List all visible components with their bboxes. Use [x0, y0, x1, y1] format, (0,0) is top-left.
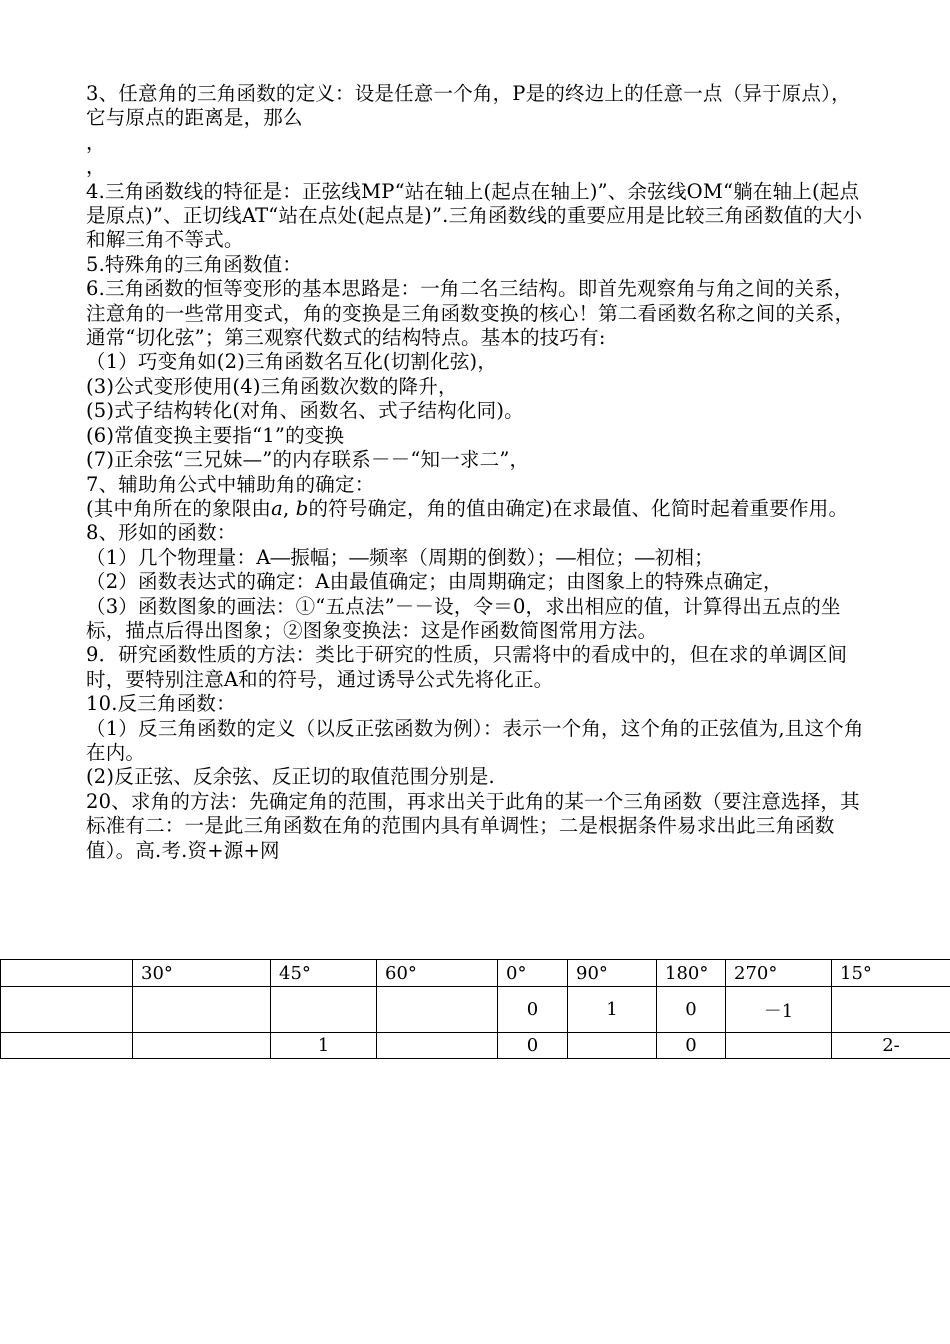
- paragraph-6-identity: 6.三角函数的恒等变形的基本思路是：一角二名三结构。即首先观察角与角之间的关系，注意角的一些常用变式，角的变换是三角函数变换的核心！第二看函数名称之间的关系，通常“切化弦”；第三观察代数式的结构特点。基本的技巧有:: [86, 277, 855, 350]
- table-cell: 180°: [657, 960, 726, 987]
- table-cell: [1, 960, 133, 987]
- paragraph-6-3: (3)公式变形使用(4)三角函数次数的降升，: [86, 374, 458, 398]
- table-header-row: [1, 960, 950, 987]
- table-cell: 0: [657, 987, 726, 1033]
- paragraph-8-1: （1）几个物理量：A―振幅；―频率（周期的倒数）；―相位；―初相；: [86, 545, 714, 569]
- paragraph-6-7: (7)正余弦“三兄妹—”的内存联系－－“知一求二”，: [86, 448, 530, 472]
- paragraph-3-definition: 3、任意角的三角函数的定义：设是任意一个角，P是的终边上的任意一点（异于原点），: [86, 82, 851, 105]
- document-body: [86, 82, 866, 863]
- p16-var-a: a: [271, 496, 283, 520]
- table-cell: [726, 1033, 832, 1059]
- table-cell: 1: [271, 1033, 377, 1059]
- table-cell: [1, 987, 133, 1033]
- paragraph-5-special-angles: 5.特殊角的三角函数值：: [86, 252, 303, 276]
- table-cell: 0: [498, 987, 568, 1033]
- p16-pre: (其中角所在的象限由: [86, 496, 272, 520]
- table-cell: 0: [498, 1033, 568, 1059]
- table-cell: [377, 1033, 498, 1059]
- paragraph-9-properties: 9．研究函数性质的方法：类比于研究的性质，只需将中的看成中的，但在求的单调区间时，要特别注意A和的符号，通过诱导公式先将化正。: [86, 643, 848, 691]
- p16-post: 的符号确定，角的值由确定)在求最值、化简时起着重要作用。: [308, 496, 849, 520]
- table-cell: 90°: [568, 960, 657, 987]
- table-cell: 0°: [498, 960, 568, 987]
- p16-sep: ,: [282, 496, 296, 520]
- paragraph-8-2: （2）函数表达式的确定：A由最值确定；由周期确定；由图象上的特殊点确定，: [86, 570, 783, 594]
- paragraph-distance: 它与原点的距离是，那么: [86, 106, 303, 130]
- paragraph-10-inverse: 10.反三角函数：: [86, 692, 236, 716]
- table-cell: [133, 987, 271, 1033]
- p16-var-b: b: [295, 496, 309, 520]
- table-cell: 45°: [271, 960, 377, 987]
- paragraph-4-trig-lines: 4.三角函数线的特征是：正弦线MP“站在轴上(起点在轴上)”、余弦线OM“躺在轴上(起点是原点)”、正切线AT“站在点处(起点是)”.三角函数线的重要应用是比较三角函数值的大小和解三角不等式。: [86, 179, 863, 252]
- paragraph-6-5: (5)式子结构转化(对角、函数名、式子结构化同)。: [86, 399, 524, 423]
- paragraph-8-3: （3）函数图象的画法：①“五点法”－－设，令＝0，求出相应的值，计算得出五点的坐标，描点后得出图象；②图象变换法：这是作函数简图常用方法。: [86, 594, 841, 642]
- special-angle-table: [0, 959, 950, 1059]
- paragraph-comma-1: ，: [86, 130, 106, 154]
- paragraph-8-function: 8、形如的函数：: [86, 521, 237, 545]
- table-cell: [133, 1033, 271, 1059]
- table-row: [1, 987, 950, 1033]
- paragraph-10-1: （1）反三角函数的定义（以反正弦函数为例）：表示一个角，这个角的正弦值为,且这个角在内。: [86, 716, 864, 764]
- paragraph-20-angle-method: 20、求角的方法：先确定角的范围，再求出关于此角的某一个三角函数（要注意选择，其标准有二：一是此三角函数在角的范围内具有单调性；二是根据条件易求出此三角函数值）。高.考.资+源+网: [86, 789, 860, 862]
- paragraph-6-1: （1）巧变角如(2)三角函数名互化(切割化弦)，: [86, 350, 498, 374]
- table-cell: 2-: [832, 1033, 950, 1059]
- table-cell: －1: [726, 987, 832, 1033]
- table-cell: [568, 1033, 657, 1059]
- table-cell: 270°: [726, 960, 832, 987]
- paragraph-7-detail: [86, 497, 866, 521]
- table-cell: [271, 987, 377, 1033]
- table-cell: [377, 987, 498, 1033]
- paragraph-7-auxiliary: 7、辅助角公式中辅助角的确定：: [86, 472, 375, 496]
- table-cell: [832, 987, 950, 1033]
- table-cell: 0: [657, 1033, 726, 1059]
- paragraph-10-2: (2)反正弦、反余弦、反正切的取值范围分别是.: [86, 765, 495, 789]
- paragraph-comma-2: ，: [86, 155, 106, 179]
- table-cell: 15°: [832, 960, 950, 987]
- table-cell: 60°: [377, 960, 498, 987]
- paragraph-6-6: (6)常值变换主要指“1”的变换: [86, 423, 345, 447]
- table-cell: 30°: [133, 960, 271, 987]
- table-row: [1, 1033, 950, 1059]
- table-cell: [1, 1033, 133, 1059]
- table-cell: 1: [568, 987, 657, 1033]
